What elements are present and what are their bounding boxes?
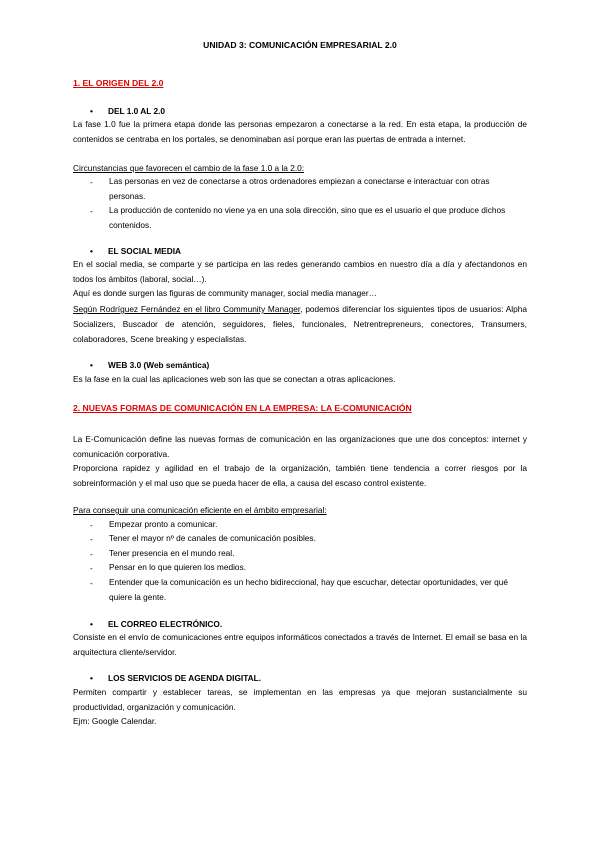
bullet-social-label: EL SOCIAL MEDIA xyxy=(108,246,181,256)
section-1-heading: 1. EL ORIGEN DEL 2.0 xyxy=(73,78,164,88)
dash-marker: - xyxy=(90,563,93,573)
bullet-dot-icon: • xyxy=(90,673,93,683)
bullet-web10-label: DEL 1.0 AL 2.0 xyxy=(108,106,166,116)
bullet-web10 xyxy=(90,106,165,116)
agenda-paragraph: Permiten compartir y establecer tareas, se implementan en las empresas ya que mejoran sustancialmente su productividad, organización y comunicación. xyxy=(73,687,527,712)
social-paragraph-3 xyxy=(73,302,527,346)
social-paragraph-2: Aquí es donde surgen las figuras de community manager, social media manager… xyxy=(73,288,377,298)
bullet-dot-icon: • xyxy=(90,360,93,370)
efficient-item-2: Tener el mayor nº de canales de comunicación posibles. xyxy=(109,533,316,543)
bullet-web30 xyxy=(90,360,209,370)
dash-marker: - xyxy=(90,549,93,559)
email-paragraph: Consiste en el envío de comunicaciones entre equipos informáticos conectados a través de Internet. El email se basa en la arquitectura cliente/servidor. xyxy=(73,632,527,657)
efficient-comm-title: Para conseguir una comunicación eficiente en el ámbito empresarial: xyxy=(73,505,327,515)
section-2-heading: 2. NUEVAS FORMAS DE COMUNICACIÓN EN LA EMPRESA: LA E-COMUNICACIÓN xyxy=(73,403,412,413)
bullet-agenda-label: LOS SERVICIOS DE AGENDA DIGITAL. xyxy=(108,673,262,683)
document-title: UNIDAD 3: COMUNICACIÓN EMPRESARIAL 2.0 xyxy=(203,40,397,50)
efficient-item-5: Entender que la comunicación es un hecho bidireccional, hay que escuchar, detectar oportunidades, ver qué quiere la gente. xyxy=(109,577,508,602)
bullet-agenda xyxy=(90,673,261,683)
book-reference: Según Rodríguez Fernández en el libro Community Manager xyxy=(73,304,301,314)
circumstances-title: Circunstancias que favorecen el cambio de la fase 1.0 a la 2.0: xyxy=(73,163,305,173)
efficient-item-1: Empezar pronto a comunicar. xyxy=(109,519,218,529)
dash-marker: - xyxy=(90,206,93,216)
bullet-web30-label: WEB 3.0 (Web semántica) xyxy=(108,360,210,370)
dash-marker: - xyxy=(90,534,93,544)
bullet-dot-icon: • xyxy=(90,246,93,256)
social-paragraph-1: En el social media, se comparte y se participa en las redes generando cambios en nuestro día a día y afectandonos en todos los ámbitos (laboral, social…). xyxy=(73,259,527,284)
bullet-social-media xyxy=(90,246,181,256)
dash-marker: - xyxy=(90,578,93,588)
dash-marker: - xyxy=(90,520,93,530)
bullet-dot-icon: • xyxy=(90,619,93,629)
bullet-email xyxy=(90,619,222,629)
bullet-dot-icon: • xyxy=(90,106,93,116)
user-types-text: , podemos diferenciar los siguientes tipos de usuarios: Alpha Socializers, Buscador de atención, seguidores, fieles, funcionales, Netrentrepreneurs, conectores, Transumers, colaboradores, Scene breaking y especialistas. xyxy=(73,304,527,344)
ecom-paragraph-1: La E-Comunicación define las nuevas formas de comunicación en las organizaciones que une dos conceptos: internet y comunicación corporativa. xyxy=(73,434,527,459)
web30-paragraph: Es la fase en la cual las aplicaciones web son las que se conectan a otras aplicaciones. xyxy=(73,374,396,384)
efficient-item-3: Tener presencia en el mundo real. xyxy=(109,548,235,558)
dash-marker: - xyxy=(90,177,93,187)
efficient-item-4: Pensar en lo que quieren los medios. xyxy=(109,562,246,572)
ecom-paragraph-2: Proporciona rapidez y agilidad en el trabajo de la organización, también tiene tendencia a correr riesgos por la sobreinformación y el mal uso que se pueda hacer de ella, a causa del escaso control existente. xyxy=(73,463,527,488)
bullet-email-label: EL CORREO ELECTRÓNICO. xyxy=(108,619,223,629)
agenda-example: Ejm: Google Calendar. xyxy=(73,716,157,726)
circumstance-item-1: Las personas en vez de conectarse a otros ordenadores empiezan a conectarse e interactuar con otras personas. xyxy=(109,176,490,201)
circumstance-item-2: La producción de contenido no viene ya en una sola dirección, sino que es el usuario el que produce dichos contenidos. xyxy=(109,205,506,230)
web10-paragraph: La fase 1.0 fue la primera etapa donde las personas empezaron a conectarse a la red. En esta etapa, la producción de contenidos se centraba en los portales, se denominaban así porque eran las puertas de entrada a internet. xyxy=(73,119,527,144)
